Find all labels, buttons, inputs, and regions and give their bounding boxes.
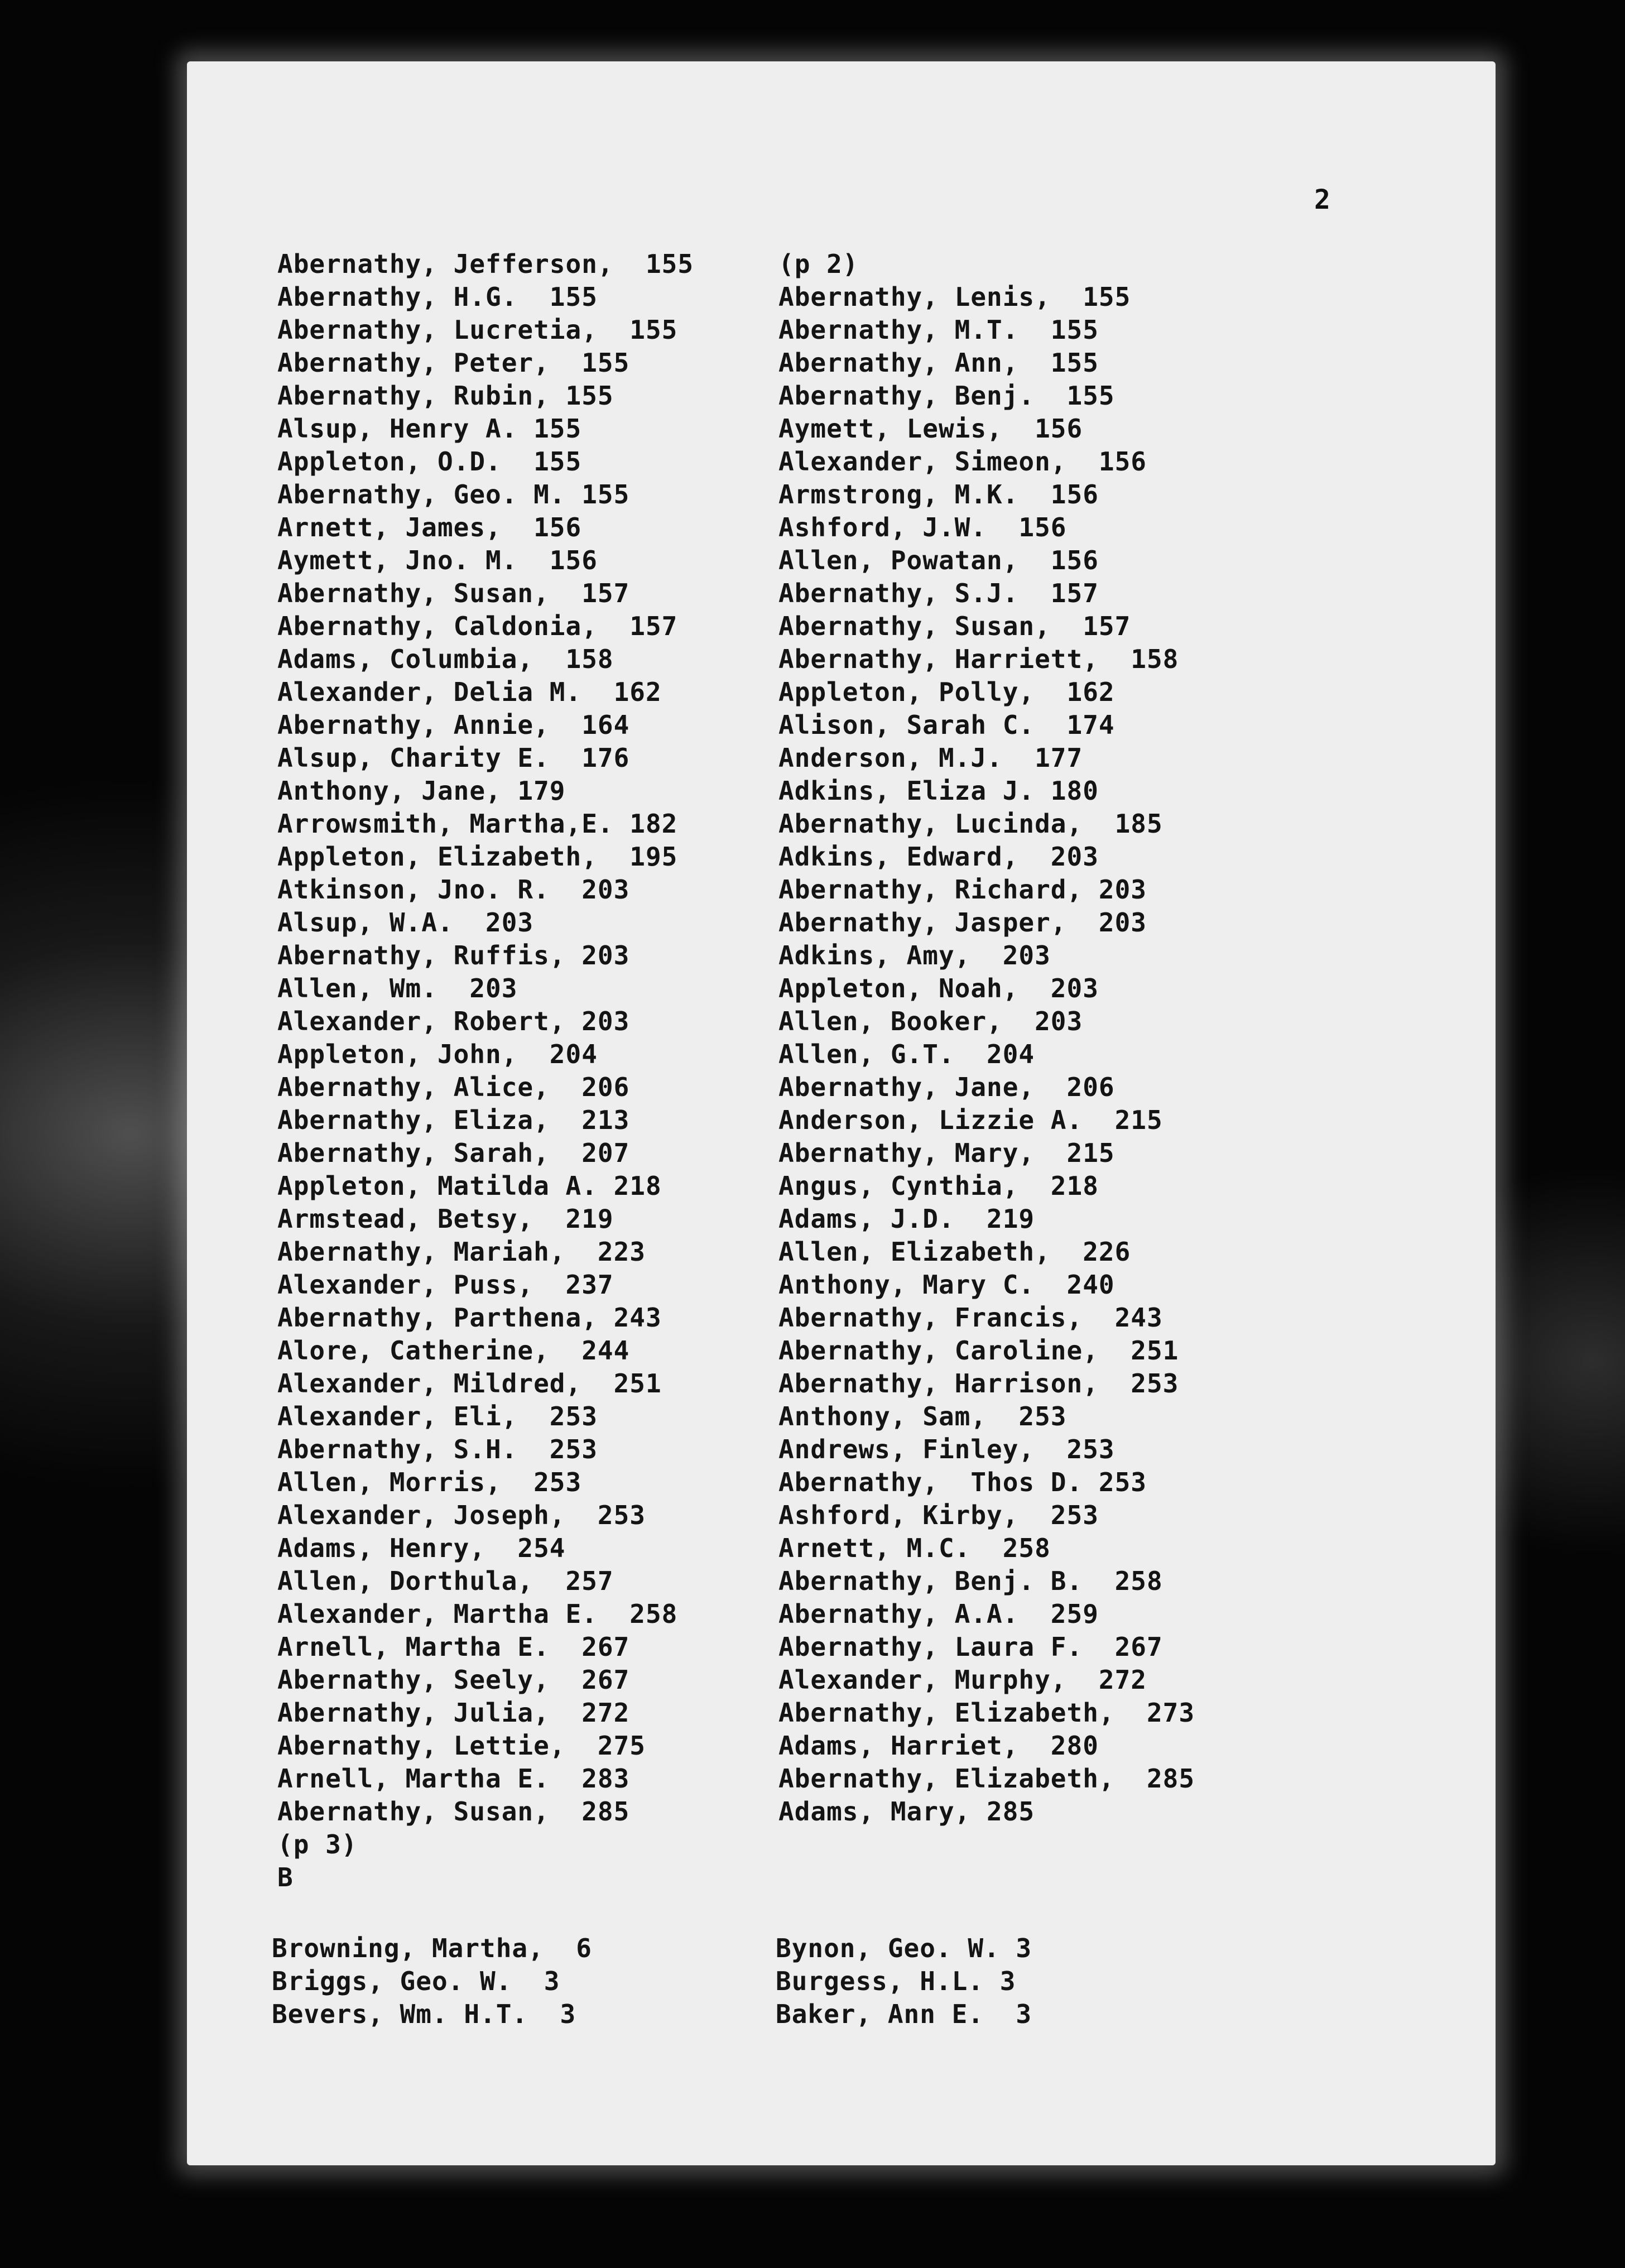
index-entry: Abernathy, Thos D. 253 <box>778 1467 1147 1497</box>
left-index-column <box>277 248 694 1894</box>
index-entry: Abernathy, Lucinda, 185 <box>778 809 1163 839</box>
index-entry: Aymett, Lewis, 156 <box>778 414 1083 444</box>
index-entry: Adkins, Amy, 203 <box>778 940 1051 970</box>
index-entry: Abernathy, M.T. 155 <box>778 315 1099 345</box>
index-entry: Alsup, Charity E. 176 <box>277 743 630 773</box>
right-index-column <box>778 248 1195 1828</box>
index-entry: Burgess, H.L. 3 <box>776 1966 1016 1996</box>
index-entry: Abernathy, Mary, 215 <box>778 1138 1115 1168</box>
index-entry: Adams, J.D. 219 <box>778 1204 1035 1234</box>
index-entry: Alison, Sarah C. 174 <box>778 710 1115 740</box>
page-number: 2 <box>1314 184 1330 215</box>
index-entry: Bynon, Geo. W. 3 <box>776 1933 1032 1963</box>
index-entry: Abernathy, Peter, 155 <box>277 348 630 378</box>
index-entry: Abernathy, Lucretia, 155 <box>277 315 678 345</box>
index-entry: Aymett, Jno. M. 156 <box>277 545 598 575</box>
index-entry: Alexander, Joseph, 253 <box>277 1500 646 1530</box>
index-entry: Abernathy, Susan, 157 <box>277 578 630 608</box>
index-entry: Abernathy, Elizabeth, 285 <box>778 1764 1195 1794</box>
index-entry: Abernathy, Jefferson, 155 <box>277 249 694 279</box>
index-entry: Abernathy, Lenis, 155 <box>778 282 1131 312</box>
index-entry: Adkins, Eliza J. 180 <box>778 776 1099 806</box>
index-entry: Adams, Columbia, 158 <box>277 644 614 674</box>
index-entry: Alexander, Delia M. 162 <box>277 677 662 707</box>
index-entry: Abernathy, Eliza, 213 <box>277 1105 630 1135</box>
index-entry: Armstead, Betsy, 219 <box>277 1204 614 1234</box>
index-entry: Alexander, Martha E. 258 <box>277 1599 678 1629</box>
index-entry: Briggs, Geo. W. 3 <box>272 1966 560 1996</box>
index-entry: Alsup, W.A. 203 <box>277 907 534 938</box>
index-entry: Adams, Harriet, 280 <box>778 1731 1099 1761</box>
index-entry: Appleton, Polly, 162 <box>778 677 1115 707</box>
index-entry: Abernathy, Benj. B. 258 <box>778 1566 1163 1596</box>
index-entry: Abernathy, Seely, 267 <box>277 1665 630 1695</box>
index-entry: Baker, Ann E. 3 <box>776 1999 1032 2029</box>
index-entry: Anderson, M.J. 177 <box>778 743 1083 773</box>
section-heading: B <box>277 1862 294 1892</box>
index-entry: Abernathy, Harrison, 253 <box>778 1368 1179 1399</box>
index-entry: Abernathy, Francis, 243 <box>778 1303 1163 1333</box>
index-entry: Anthony, Jane, 179 <box>277 776 566 806</box>
index-entry: Arnett, M.C. 258 <box>778 1533 1051 1563</box>
index-entry: Abernathy, Ann, 155 <box>778 348 1099 378</box>
index-entry: Arnell, Martha E. 267 <box>277 1632 630 1662</box>
index-entry: Andrews, Finley, 253 <box>778 1434 1115 1464</box>
page-marker: (p 3) <box>277 1829 358 1859</box>
index-entry: Abernathy, Richard, 203 <box>778 874 1147 905</box>
index-entry: Abernathy, Rubin, 155 <box>277 381 614 411</box>
index-entry: Abernathy, S.J. 157 <box>778 578 1099 608</box>
index-entry: Alexander, Mildred, 251 <box>277 1368 662 1399</box>
index-entry: Abernathy, Ruffis, 203 <box>277 940 630 970</box>
index-entry: Abernathy, Susan, 157 <box>778 611 1131 641</box>
index-entry: Abernathy, A.A. 259 <box>778 1599 1099 1629</box>
index-entry: Arnell, Martha E. 283 <box>277 1764 630 1794</box>
index-entry: Alore, Catherine, 244 <box>277 1335 630 1366</box>
index-entry: Arnett, James, 156 <box>277 512 582 542</box>
index-entry: Arrowsmith, Martha,E. 182 <box>277 809 678 839</box>
index-entry: Atkinson, Jno. R. 203 <box>277 874 630 905</box>
index-entry: Abernathy, Julia, 272 <box>277 1698 630 1728</box>
index-entry: Abernathy, Benj. 155 <box>778 381 1115 411</box>
index-entry: Allen, Morris, 253 <box>277 1467 582 1497</box>
index-entry: Abernathy, Mariah, 223 <box>277 1237 646 1267</box>
index-entry: Abernathy, Laura F. 267 <box>778 1632 1163 1662</box>
index-entry: Alexander, Murphy, 272 <box>778 1665 1147 1695</box>
index-entry: Ashford, J.W. 156 <box>778 512 1067 542</box>
index-entry: Anthony, Sam, 253 <box>778 1401 1067 1431</box>
index-entry: Abernathy, Harriett, 158 <box>778 644 1179 674</box>
index-entry: Allen, G.T. 204 <box>778 1039 1035 1069</box>
index-entry: Abernathy, S.H. 253 <box>277 1434 598 1464</box>
index-entry: Armstrong, M.K. 156 <box>778 479 1099 510</box>
index-entry: Alexander, Eli, 253 <box>277 1401 598 1431</box>
index-entry: Bevers, Wm. H.T. 3 <box>272 1999 576 2029</box>
index-entry: Adams, Mary, 285 <box>778 1796 1035 1827</box>
index-entry: Adkins, Edward, 203 <box>778 842 1099 872</box>
index-entry: Appleton, O.D. 155 <box>277 446 582 477</box>
index-entry: Appleton, Noah, 203 <box>778 973 1099 1003</box>
section-b-right-column <box>776 1932 1032 2031</box>
index-entry: Browning, Martha, 6 <box>272 1933 592 1963</box>
index-entry: Abernathy, Alice, 206 <box>277 1072 630 1102</box>
index-entry: Alsup, Henry A. 155 <box>277 414 582 444</box>
index-entry: Appleton, Matilda A. 218 <box>277 1171 662 1201</box>
index-entry: Abernathy, Jane, 206 <box>778 1072 1115 1102</box>
index-entry: Anthony, Mary C. 240 <box>778 1270 1115 1300</box>
index-entry: Abernathy, Caldonia, 157 <box>277 611 678 641</box>
index-entry: Allen, Elizabeth, 226 <box>778 1237 1131 1267</box>
section-b-left-column <box>272 1932 592 2031</box>
index-entry: Allen, Dorthula, 257 <box>277 1566 614 1596</box>
index-entry: Abernathy, Caroline, 251 <box>778 1335 1179 1366</box>
index-entry: Abernathy, Lettie, 275 <box>277 1731 646 1761</box>
index-entry: Allen, Booker, 203 <box>778 1006 1083 1036</box>
index-entry: Ashford, Kirby, 253 <box>778 1500 1099 1530</box>
index-entry: Alexander, Simeon, 156 <box>778 446 1147 477</box>
page-marker: (p 2) <box>778 249 859 279</box>
index-entry: Angus, Cynthia, 218 <box>778 1171 1099 1201</box>
index-entry: Abernathy, Sarah, 207 <box>277 1138 630 1168</box>
index-entry: Abernathy, Susan, 285 <box>277 1796 630 1827</box>
index-entry: Abernathy, Parthena, 243 <box>277 1303 662 1333</box>
index-entry: Alexander, Robert, 203 <box>277 1006 630 1036</box>
index-entry: Appleton, Elizabeth, 195 <box>277 842 678 872</box>
index-entry: Appleton, John, 204 <box>277 1039 598 1069</box>
index-entry: Abernathy, Elizabeth, 273 <box>778 1698 1195 1728</box>
index-entry: Abernathy, H.G. 155 <box>277 282 598 312</box>
index-entry: Abernathy, Annie, 164 <box>277 710 630 740</box>
index-entry: Adams, Henry, 254 <box>277 1533 566 1563</box>
index-entry: Anderson, Lizzie A. 215 <box>778 1105 1163 1135</box>
index-entry: Allen, Powatan, 156 <box>778 545 1099 575</box>
index-entry: Alexander, Puss, 237 <box>277 1270 614 1300</box>
index-entry: Allen, Wm. 203 <box>277 973 518 1003</box>
index-entry: Abernathy, Geo. M. 155 <box>277 479 630 510</box>
index-entry: Abernathy, Jasper, 203 <box>778 907 1147 938</box>
